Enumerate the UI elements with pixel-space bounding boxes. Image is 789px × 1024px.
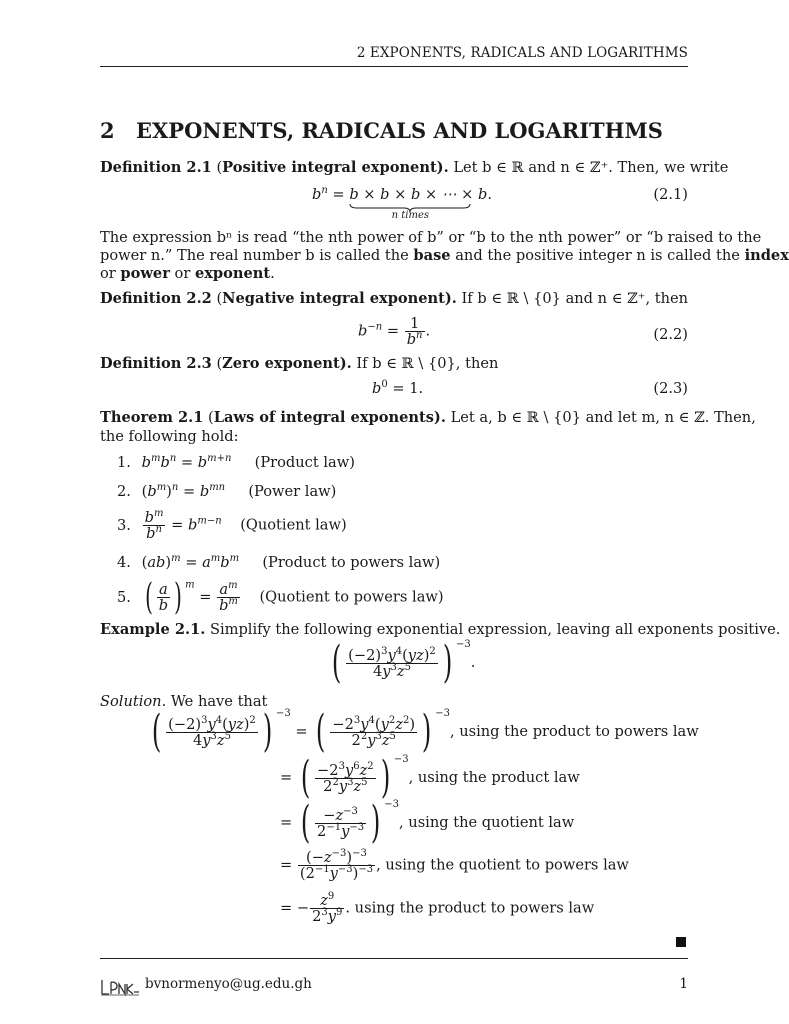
eq-lhs-exp: n (321, 185, 328, 196)
solution-step-2: = ( $\frac{-2^3y^6z^2}{2^2y^3z^5}$ ) $^{-3}$, using the product law (280, 752, 580, 803)
theorem-text-2: the following hold: (100, 428, 239, 445)
solution-text: We have that (170, 693, 268, 710)
def-name: Positive integral exponent). (222, 159, 449, 176)
example-label: Example 2.1. (100, 621, 206, 638)
law-number: 3. (117, 516, 131, 534)
thm-text: Let a, b ∈ ℝ \ {0} and let m, n ∈ ℤ. Then, (450, 409, 756, 426)
def-text: If b ∈ ℝ \ {0} and n ∈ ℤ⁺, then (461, 290, 689, 307)
def-label: Definition 2.3 (100, 355, 212, 372)
term-exponent: exponent (194, 265, 271, 282)
thm-label: Theorem 2.1 (100, 409, 204, 426)
definition-2-3: Definition 2.3 (Zero exponent). If b ∈ ℝ \ {0}, then (100, 355, 499, 372)
header-rule (100, 66, 688, 67)
para-line-2 (100, 247, 789, 265)
term-power: power (120, 265, 170, 282)
para-text: and the positive integer n is called the (450, 247, 745, 264)
example-expression: ( $\frac{(-2)^3y^4(yz)^2}{4y^3z^5}$ ) $^{-3}$. (331, 637, 476, 688)
def-label: Definition 2.2 (100, 290, 212, 307)
solution-step-1: ( $\frac{(-2)^3y^4(yz)^2}{4y^3z^5}$ ) $^{-3}$ = ( $\frac{-2^3y^4(y^2z^2)}{2^2y^3z^5}$ ) $^{-3}$, using the product to powers law (151, 706, 699, 757)
law-name: (Product to powers law) (262, 554, 441, 571)
equation-2-3: $b^0 = 1$. (2.3) (372, 379, 688, 397)
para-line-3 (100, 265, 688, 283)
para-text: or (169, 265, 195, 282)
page-number: 1 (679, 976, 688, 992)
law-number: 5. (117, 588, 131, 606)
equation-number: (2.3) (653, 380, 688, 397)
example-text: Simplify the following exponential expression, leaving all exponents positive. (209, 621, 781, 638)
def-text: Let b ∈ ℝ and n ∈ ℤ⁺. Then, we write (453, 159, 729, 176)
step-reason: , using the quotient to powers law (376, 856, 629, 874)
solution-step-4: = $\frac{(-z^{-3})^{-3}}{(2^{-1}y^{-3})^{-3}}$ , using the quotient to powers law (280, 848, 629, 882)
equation-2-1: $b^n = b \times b \times b$ × ⋯ × b n times . (2.1) (312, 185, 688, 221)
solution-step-3: = ( $\frac{-z^{-3}}{2^{-1}y^{-3}}$ ) $^{-3}$, using the quotient law (280, 797, 575, 848)
brace-label: n times (391, 210, 429, 221)
step-reason: , using the product to powers law (449, 723, 699, 740)
step-reason: , using the quotient law (399, 814, 575, 831)
section-heading: EXPONENTS, RADICALS AND LOGARITHMS (136, 118, 663, 143)
solution-label: Solution. (100, 693, 167, 710)
law-name: (Power law) (248, 483, 337, 500)
equation-number: (2.1) (653, 186, 688, 203)
equation-number: (2.2) (653, 326, 688, 343)
footer-rule (100, 958, 688, 959)
para-line-1: The expression bⁿ is read “the nth power of b” or “b to the nth power” or “b raised to the (100, 229, 762, 246)
term-index: index (744, 247, 789, 264)
equation-2-2: $b^{-n}$ = $\frac{1}{b^n}$ . (2.2) (358, 315, 688, 348)
running-header: 2 EXPONENTS, RADICALS AND LOGARITHMS (356, 45, 688, 61)
law-item-1: 1. $b^mb^n = b^{m+n}$ (Product law) (117, 453, 355, 471)
document-page (100, 0, 789, 1024)
def-name: Zero exponent). (222, 355, 352, 372)
para-text: or (100, 265, 121, 282)
law-item-2: 2. $(b^m)^n = b^{mn}$ (Power law) (117, 482, 337, 500)
eq-lhs: b (312, 186, 322, 203)
law-item-4: 4. $(ab)^m = a^mb^m$ (Product to powers law) (117, 553, 441, 571)
eq-rhs: b × b × b × ⋯ × b (349, 186, 488, 203)
law-item-5: 5. ( $\frac{a}{b}$ ) $^m$ = $\frac{a^m}{b^m}$ (Quotient to powers law) (117, 576, 444, 618)
step-reason: , using the product law (408, 769, 580, 786)
para-text: power n.” The real number b is called the (100, 247, 414, 264)
qed-square-icon (676, 937, 686, 947)
author-logo-icon (100, 974, 140, 996)
def-text: If b ∈ ℝ \ {0}, then (356, 355, 499, 372)
step-reason: . using the product to powers law (345, 899, 595, 917)
para-text: . (270, 265, 275, 282)
def-name: Negative integral exponent). (222, 290, 457, 307)
eq-rhs: = 1. (392, 380, 424, 397)
def-label: Definition 2.1 (100, 159, 212, 176)
definition-2-2: Definition 2.2 (Negative integral exponent). If b ∈ ℝ \ {0} and n ∈ ℤ⁺, then (100, 290, 689, 307)
section-title (100, 118, 688, 143)
solution-intro (100, 693, 688, 711)
law-number: 1. (117, 454, 131, 471)
term-base: base (413, 247, 451, 264)
example-2-1 (100, 621, 781, 639)
law-item-3: 3. $\frac{b^m}{b^n}$ = $b^{m-n}$ (Quotient law) (117, 508, 347, 542)
law-name: (Quotient to powers law) (259, 588, 444, 606)
solution-step-5: = − $\frac{z^9}{2^3y^9}$ . using the product to powers law (280, 891, 595, 925)
theorem-2-1: Theorem 2.1 (Laws of integral exponents). Let a, b ∈ ℝ \ {0} and let m, n ∈ ℤ. Then, (100, 409, 756, 426)
definition-2-1: Definition 2.1 (Positive integral exponent). Let b ∈ ℝ and n ∈ ℤ⁺. Then, we write (100, 159, 729, 176)
thm-name: Laws of integral exponents). (213, 409, 446, 426)
law-number: 4. (117, 554, 131, 571)
law-name: (Quotient law) (240, 516, 347, 534)
footer-email: bvnormenyo@ug.edu.gh (145, 976, 312, 992)
section-number: 2 (100, 118, 115, 143)
law-number: 2. (117, 483, 131, 500)
law-name: (Product law) (254, 454, 355, 471)
